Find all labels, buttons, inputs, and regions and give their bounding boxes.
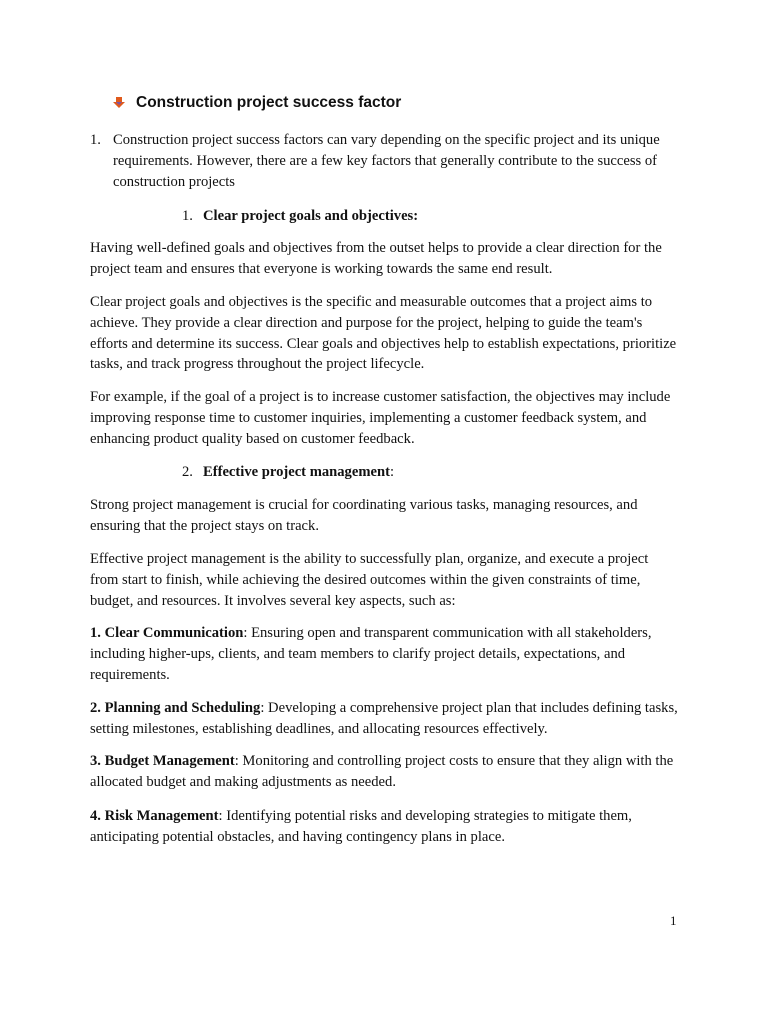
aspect-communication [90, 623, 680, 685]
aspect-label: 2. Planning and Scheduling [90, 700, 261, 716]
aspect-planning [90, 698, 680, 740]
intro-text: Construction project success factors can vary depending on the specific project and its unique requirements. However, there are a few key factors that generally contribute to the success of construction projects [113, 132, 660, 190]
section2-title: Effective project management [203, 464, 390, 480]
aspect-text: : Identifying potential risks and developing strategies to mitigate them, anticipating potential obstacles, and having contingency plans in place. [90, 808, 632, 845]
aspect-budget [90, 751, 680, 793]
section1-number: 1. [182, 208, 193, 224]
aspect-label: 3. Budget Management [90, 753, 235, 769]
section1-paragraph-1: Having well-defined goals and objectives from the outset helps to provide a clear direction for the project team and ensures that everyone is working towards the same end result. [90, 240, 662, 277]
section1-title: Clear project goals and objectives: [203, 208, 419, 224]
section-heading [112, 94, 401, 112]
aspect-label: 1. Clear Communication [90, 625, 244, 641]
section2-paragraph-2: Effective project management is the ability to successfully plan, organize, and execute a project from start to finish, while achieving the desired outcomes within the given constraints of time, budget, and resources. It involves several key aspects, such as: [90, 551, 649, 609]
section2-paragraph-1: Strong project management is crucial for coordinating various tasks, managing resources, and ensuring that the project stays on track. [90, 497, 638, 534]
aspect-label: 4. Risk Management [90, 808, 219, 824]
intro-item [90, 130, 680, 192]
section1-paragraph-2: Clear project goals and objectives is the specific and measurable outcomes that a project aims to achieve. They provide a clear direction and purpose for the project, helping to guide the team's efforts and determine its success. Clear goals and objectives help to establish expectations, prioritize tasks, and track progress throughout the project lifecycle. [90, 294, 677, 373]
arrow-bullet-icon [112, 96, 126, 110]
aspect-text: : Ensuring open and transparent communication with all stakeholders, including higher-ups, clients, and team members to clarify project details, expectations, and requirements. [90, 625, 652, 683]
section2-number: 2. [182, 464, 193, 480]
aspect-text: : Monitoring and controlling project costs to ensure that they align with the allocated budget and making adjustments as needed. [90, 753, 674, 790]
section1-subheading [182, 206, 418, 227]
page-number: 1 [670, 913, 677, 928]
section2-title-suffix: : [389, 464, 395, 480]
aspect-risk [90, 806, 680, 848]
section2-subheading [182, 462, 394, 483]
heading-text: Construction project success factor [136, 94, 402, 111]
aspect-text: : Developing a comprehensive project plan that includes defining tasks, setting milestones, establishing deadlines, and allocating resources effectively. [90, 700, 678, 737]
section1-paragraph-3: For example, if the goal of a project is to increase customer satisfaction, the objectives may include improving response time to customer inquiries, implementing a customer feedback system, and enhancing product quality based on customer feedback. [90, 389, 671, 447]
intro-number: 1. [90, 132, 101, 148]
